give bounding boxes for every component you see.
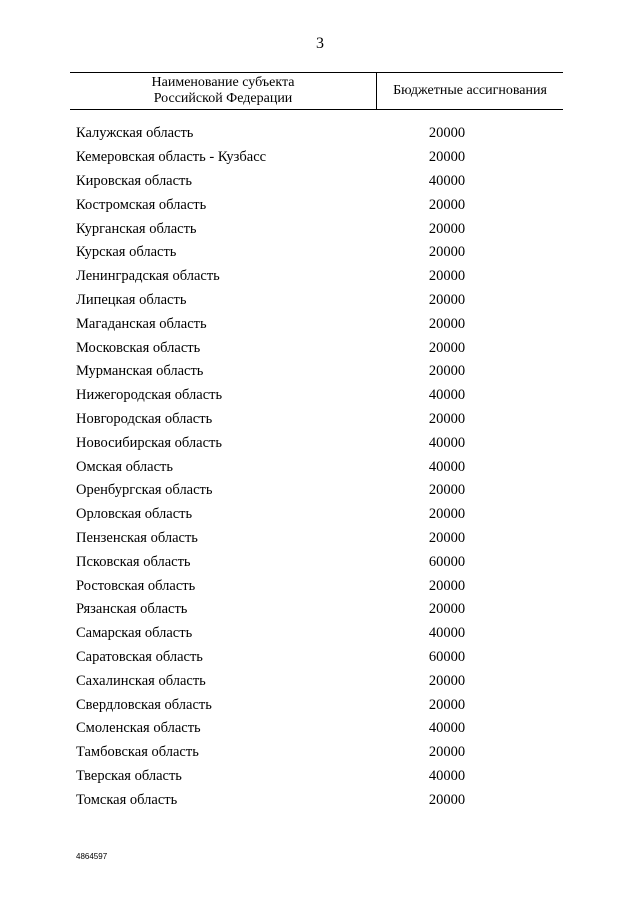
region-name: Нижегородская область [76,387,223,404]
table-row [76,717,563,741]
region-name: Ростовская область [76,577,196,594]
header-region-name [70,73,377,109]
table-row [76,646,563,670]
region-name: Оренбургская область [76,482,213,499]
table-row [76,146,563,170]
budget-amount: 20000 [428,744,466,761]
region-name: Калужская область [76,125,194,142]
table-row [76,384,563,408]
budget-amount: 20000 [428,196,466,213]
region-name: Кемеровская область - Кузбасс [76,149,267,166]
budget-amount: 20000 [428,315,466,332]
region-name: Кировская область [76,172,193,189]
region-name: Смоленская область [76,720,201,737]
table-row [76,503,563,527]
table-body [76,122,563,812]
budget-amount: 60000 [428,553,466,570]
page-number: 3 [316,35,324,52]
table-row [76,265,563,289]
region-name: Самарская область [76,625,193,642]
table-row [76,550,563,574]
budget-amount: 20000 [428,672,466,689]
region-name: Саратовская область [76,648,203,665]
budget-amount: 20000 [428,791,466,808]
budget-amount: 20000 [428,529,466,546]
document-code: 4864597 [76,852,108,861]
budget-amount: 20000 [428,601,466,618]
table-row [76,408,563,432]
budget-amount: 20000 [428,268,466,285]
budget-amount: 20000 [428,220,466,237]
region-name: Мурманская область [76,363,204,380]
region-name: Липецкая область [76,291,187,308]
table-row [76,479,563,503]
region-name: Московская область [76,339,201,356]
budget-amount: 20000 [428,363,466,380]
region-name: Новгородская область [76,410,213,427]
budget-amount: 20000 [428,291,466,308]
table-row [76,527,563,551]
region-name: Рязанская область [76,601,188,618]
budget-amount: 40000 [428,720,466,737]
table-row [76,336,563,360]
region-name: Свердловская область [76,696,212,713]
table-row [76,455,563,479]
region-name: Псковская область [76,553,191,570]
budget-amount: 20000 [428,149,466,166]
table-row [76,622,563,646]
budget-amount: 20000 [428,244,466,261]
header-budget: Бюджетные ассигнования [393,83,547,98]
region-name: Курская область [76,244,177,261]
budget-amount: 40000 [428,767,466,784]
budget-amount: 40000 [428,625,466,642]
region-name: Пензенская область [76,529,198,546]
region-name: Курганская область [76,220,197,237]
table-header [70,72,563,110]
region-name: Новосибирская область [76,434,222,451]
budget-amount: 40000 [428,387,466,404]
table-row [76,765,563,789]
table-row [76,669,563,693]
region-name: Омская область [76,458,173,475]
table-row [76,217,563,241]
budget-amount: 20000 [428,410,466,427]
table-row [76,360,563,384]
budget-amount: 20000 [428,125,466,142]
budget-amount: 60000 [428,648,466,665]
region-name: Тверская область [76,767,182,784]
budget-amount: 20000 [428,506,466,523]
budget-amount: 20000 [428,577,466,594]
table-row [76,122,563,146]
header-region-name-line2: Российской Федерации [153,91,293,106]
region-name: Магаданская область [76,315,207,332]
region-name: Томская область [76,791,178,808]
table-row [76,193,563,217]
region-name: Орловская область [76,506,193,523]
table-row [76,788,563,812]
budget-amount: 40000 [428,434,466,451]
budget-amount: 40000 [428,458,466,475]
region-name: Ленинградская область [76,268,220,285]
region-name: Костромская область [76,196,207,213]
budget-amount: 40000 [428,172,466,189]
budget-amount: 20000 [428,339,466,356]
region-name: Тамбовская область [76,744,199,761]
table-row [76,741,563,765]
header-region-name-line1: Наименование субъекта [151,75,295,90]
table-row [76,289,563,313]
region-name: Сахалинская область [76,672,206,689]
table-row [76,693,563,717]
table-row [76,574,563,598]
table-row [76,170,563,194]
budget-amount: 20000 [428,482,466,499]
budget-amount: 20000 [428,696,466,713]
table-row [76,241,563,265]
table-row [76,312,563,336]
table-row [76,598,563,622]
table-row [76,431,563,455]
